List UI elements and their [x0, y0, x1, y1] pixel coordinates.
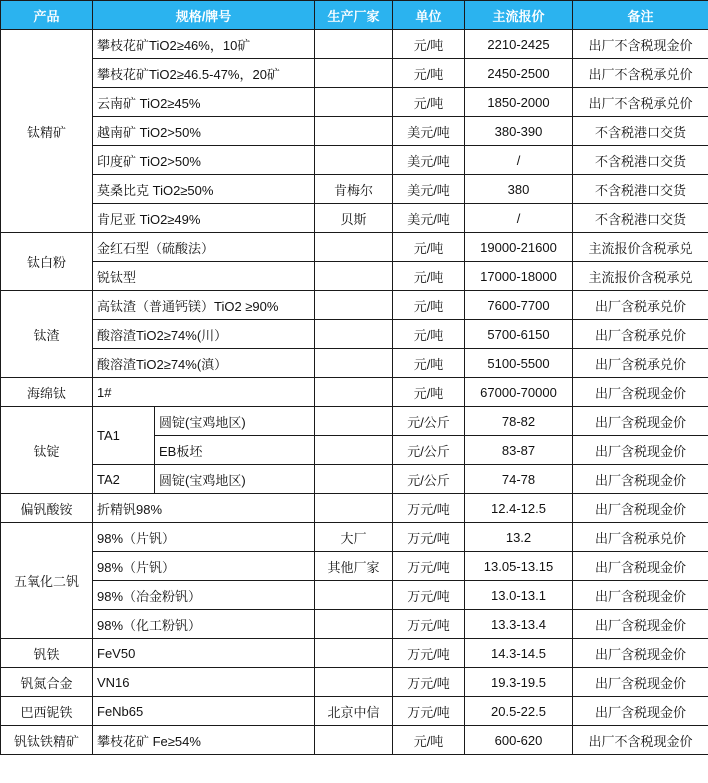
- table-row: [1, 697, 708, 726]
- cell-unit: 元/公斤: [393, 407, 465, 436]
- cell-price: 600-620: [465, 726, 573, 755]
- table-row: [1, 581, 708, 610]
- table-row: [1, 117, 708, 146]
- table-row: [1, 88, 708, 117]
- cell-manufacturer: [315, 726, 393, 755]
- table-row: [1, 320, 708, 349]
- cell-manufacturer: 其他厂家: [315, 552, 393, 581]
- cell-product: 巴西铌铁: [1, 697, 93, 726]
- cell-unit: 元/吨: [393, 88, 465, 117]
- cell-manufacturer: [315, 639, 393, 668]
- cell-price: 2210-2425: [465, 30, 573, 59]
- cell-note: 出厂不含税承兑价: [573, 59, 708, 88]
- cell-product: 钒钛铁精矿: [1, 726, 93, 755]
- cell-note: 出厂不含税承兑价: [573, 88, 708, 117]
- cell-price: 19000-21600: [465, 233, 573, 262]
- cell-note: 不含税港口交货: [573, 204, 708, 233]
- column-header-manufacturer: 生产厂家: [315, 1, 393, 30]
- cell-manufacturer: [315, 465, 393, 494]
- cell-price: /: [465, 146, 573, 175]
- cell-unit: 万元/吨: [393, 523, 465, 552]
- cell-note: 出厂不含税现金价: [573, 726, 708, 755]
- cell-price: /: [465, 204, 573, 233]
- cell-unit: 美元/吨: [393, 117, 465, 146]
- cell-note: 出厂含税承兑价: [573, 523, 708, 552]
- table-row: [1, 726, 708, 755]
- table-row: [1, 30, 708, 59]
- column-header-spec: 规格/牌号: [93, 1, 315, 30]
- cell-manufacturer: [315, 262, 393, 291]
- cell-note: 出厂含税现金价: [573, 610, 708, 639]
- cell-note: 出厂含税承兑价: [573, 349, 708, 378]
- cell-price: 2450-2500: [465, 59, 573, 88]
- table-row: [1, 175, 708, 204]
- cell-note: 不含税港口交货: [573, 117, 708, 146]
- cell-product: 五氧化二钒: [1, 523, 93, 639]
- cell-manufacturer: [315, 291, 393, 320]
- cell-unit: 元/吨: [393, 378, 465, 407]
- cell-price: 13.0-13.1: [465, 581, 573, 610]
- cell-unit: 万元/吨: [393, 494, 465, 523]
- cell-note: 主流报价含税承兑: [573, 233, 708, 262]
- table-body: [1, 30, 708, 755]
- cell-manufacturer: [315, 494, 393, 523]
- cell-unit: 万元/吨: [393, 668, 465, 697]
- cell-note: 出厂含税现金价: [573, 581, 708, 610]
- cell-spec: 98%（片钒）: [93, 523, 315, 552]
- cell-product: 海绵钛: [1, 378, 93, 407]
- cell-price: 7600-7700: [465, 291, 573, 320]
- cell-spec: VN16: [93, 668, 315, 697]
- cell-unit: 万元/吨: [393, 697, 465, 726]
- cell-price: 12.4-12.5: [465, 494, 573, 523]
- cell-spec: 高钛渣（普通钙镁）TiO2 ≥90%: [93, 291, 315, 320]
- cell-spec: 肯尼亚 TiO2≥49%: [93, 204, 315, 233]
- cell-price: 380-390: [465, 117, 573, 146]
- cell-product: 钒氮合金: [1, 668, 93, 697]
- cell-spec: 越南矿 TiO2>50%: [93, 117, 315, 146]
- cell-spec: 折精钒98%: [93, 494, 315, 523]
- cell-product: 钒铁: [1, 639, 93, 668]
- cell-price: 5100-5500: [465, 349, 573, 378]
- cell-price: 67000-70000: [465, 378, 573, 407]
- table-row: [1, 378, 708, 407]
- cell-manufacturer: [315, 581, 393, 610]
- cell-note: 出厂含税现金价: [573, 407, 708, 436]
- cell-note: 出厂含税现金价: [573, 668, 708, 697]
- cell-spec: 攀枝花矿 Fe≥54%: [93, 726, 315, 755]
- cell-note: 出厂含税现金价: [573, 697, 708, 726]
- cell-manufacturer: [315, 610, 393, 639]
- column-header-price: 主流报价: [465, 1, 573, 30]
- cell-unit: 万元/吨: [393, 581, 465, 610]
- table-row: [1, 291, 708, 320]
- cell-price: 78-82: [465, 407, 573, 436]
- cell-spec: 98%（化工粉钒）: [93, 610, 315, 639]
- cell-note: 出厂含税承兑价: [573, 320, 708, 349]
- table-row: [1, 262, 708, 291]
- cell-note: 出厂含税现金价: [573, 465, 708, 494]
- cell-unit: 元/吨: [393, 726, 465, 755]
- table-row: [1, 610, 708, 639]
- cell-price: 5700-6150: [465, 320, 573, 349]
- cell-manufacturer: [315, 117, 393, 146]
- cell-spec: FeNb65: [93, 697, 315, 726]
- cell-price: 17000-18000: [465, 262, 573, 291]
- cell-spec: 锐钛型: [93, 262, 315, 291]
- cell-unit: 元/吨: [393, 349, 465, 378]
- cell-manufacturer: [315, 436, 393, 465]
- table-row: [1, 204, 708, 233]
- cell-product: 偏钒酸铵: [1, 494, 93, 523]
- cell-spec: 酸溶渣TiO2≥74%(川）: [93, 320, 315, 349]
- cell-unit: 元/公斤: [393, 465, 465, 494]
- cell-unit: 元/吨: [393, 59, 465, 88]
- table-row: [1, 146, 708, 175]
- cell-note: 出厂含税现金价: [573, 552, 708, 581]
- cell-price: 14.3-14.5: [465, 639, 573, 668]
- cell-manufacturer: [315, 233, 393, 262]
- cell-note: 出厂含税现金价: [573, 378, 708, 407]
- table-row: [1, 407, 708, 436]
- column-header-product: 产品: [1, 1, 93, 30]
- cell-unit: 美元/吨: [393, 204, 465, 233]
- table-header: [1, 1, 708, 30]
- cell-spec: 1#: [93, 378, 315, 407]
- cell-note: 主流报价含税承兑: [573, 262, 708, 291]
- cell-grade: TA2: [93, 465, 155, 494]
- cell-spec: 云南矿 TiO2≥45%: [93, 88, 315, 117]
- cell-spec: FeV50: [93, 639, 315, 668]
- cell-price: 83-87: [465, 436, 573, 465]
- table-row: [1, 639, 708, 668]
- cell-note: 出厂含税现金价: [573, 639, 708, 668]
- cell-product: 钛锭: [1, 407, 93, 494]
- cell-manufacturer: [315, 407, 393, 436]
- cell-spec: 金红石型（硫酸法）: [93, 233, 315, 262]
- table-row: [1, 668, 708, 697]
- cell-manufacturer: [315, 378, 393, 407]
- cell-spec: 攀枝花矿TiO2≥46.5-47%，20矿: [93, 59, 315, 88]
- cell-spec: 酸溶渣TiO2≥74%(滇）: [93, 349, 315, 378]
- cell-grade: TA1: [93, 407, 155, 465]
- cell-spec: 莫桑比克 TiO2≥50%: [93, 175, 315, 204]
- table-row: [1, 233, 708, 262]
- table-row: [1, 523, 708, 552]
- cell-spec: 攀枝花矿TiO2≥46%，10矿: [93, 30, 315, 59]
- cell-manufacturer: [315, 146, 393, 175]
- cell-manufacturer: [315, 668, 393, 697]
- cell-product: 钛白粉: [1, 233, 93, 291]
- cell-price: 1850-2000: [465, 88, 573, 117]
- cell-unit: 元/吨: [393, 262, 465, 291]
- cell-spec: 98%（片钒）: [93, 552, 315, 581]
- cell-unit: 元/吨: [393, 233, 465, 262]
- cell-manufacturer: 肯梅尔: [315, 175, 393, 204]
- table-row: [1, 552, 708, 581]
- cell-manufacturer: [315, 320, 393, 349]
- cell-unit: 美元/吨: [393, 175, 465, 204]
- cell-price: 74-78: [465, 465, 573, 494]
- column-header-unit: 单位: [393, 1, 465, 30]
- cell-manufacturer: 北京中信: [315, 697, 393, 726]
- cell-unit: 美元/吨: [393, 146, 465, 175]
- cell-price: 13.2: [465, 523, 573, 552]
- cell-price: 19.3-19.5: [465, 668, 573, 697]
- table-row: [1, 349, 708, 378]
- cell-manufacturer: [315, 30, 393, 59]
- cell-spec-detail: 圆锭(宝鸡地区): [155, 407, 315, 436]
- cell-unit: 元/吨: [393, 291, 465, 320]
- cell-manufacturer: 大厂: [315, 523, 393, 552]
- cell-note: 不含税港口交货: [573, 175, 708, 204]
- table-header-row: [1, 1, 708, 30]
- cell-unit: 元/吨: [393, 320, 465, 349]
- cell-product: 钛精矿: [1, 30, 93, 233]
- cell-note: 不含税港口交货: [573, 146, 708, 175]
- cell-price: 380: [465, 175, 573, 204]
- table-row: [1, 59, 708, 88]
- cell-spec: 98%（冶金粉钒）: [93, 581, 315, 610]
- column-header-note: 备注: [573, 1, 708, 30]
- cell-unit: 元/公斤: [393, 436, 465, 465]
- cell-price: 13.3-13.4: [465, 610, 573, 639]
- cell-price: 20.5-22.5: [465, 697, 573, 726]
- cell-note: 出厂含税现金价: [573, 494, 708, 523]
- cell-spec: 印度矿 TiO2>50%: [93, 146, 315, 175]
- cell-unit: 万元/吨: [393, 610, 465, 639]
- cell-unit: 万元/吨: [393, 639, 465, 668]
- cell-price: 13.05-13.15: [465, 552, 573, 581]
- cell-spec-detail: 圆锭(宝鸡地区): [155, 465, 315, 494]
- cell-unit: 万元/吨: [393, 552, 465, 581]
- cell-product: 钛渣: [1, 291, 93, 378]
- cell-note: 出厂不含税现金价: [573, 30, 708, 59]
- cell-note: 出厂含税现金价: [573, 436, 708, 465]
- cell-manufacturer: [315, 59, 393, 88]
- cell-manufacturer: 贝斯: [315, 204, 393, 233]
- cell-manufacturer: [315, 88, 393, 117]
- table-row: [1, 465, 708, 494]
- table-row: [1, 494, 708, 523]
- cell-note: 出厂含税承兑价: [573, 291, 708, 320]
- cell-spec-detail: EB板坯: [155, 436, 315, 465]
- cell-manufacturer: [315, 349, 393, 378]
- cell-unit: 元/吨: [393, 30, 465, 59]
